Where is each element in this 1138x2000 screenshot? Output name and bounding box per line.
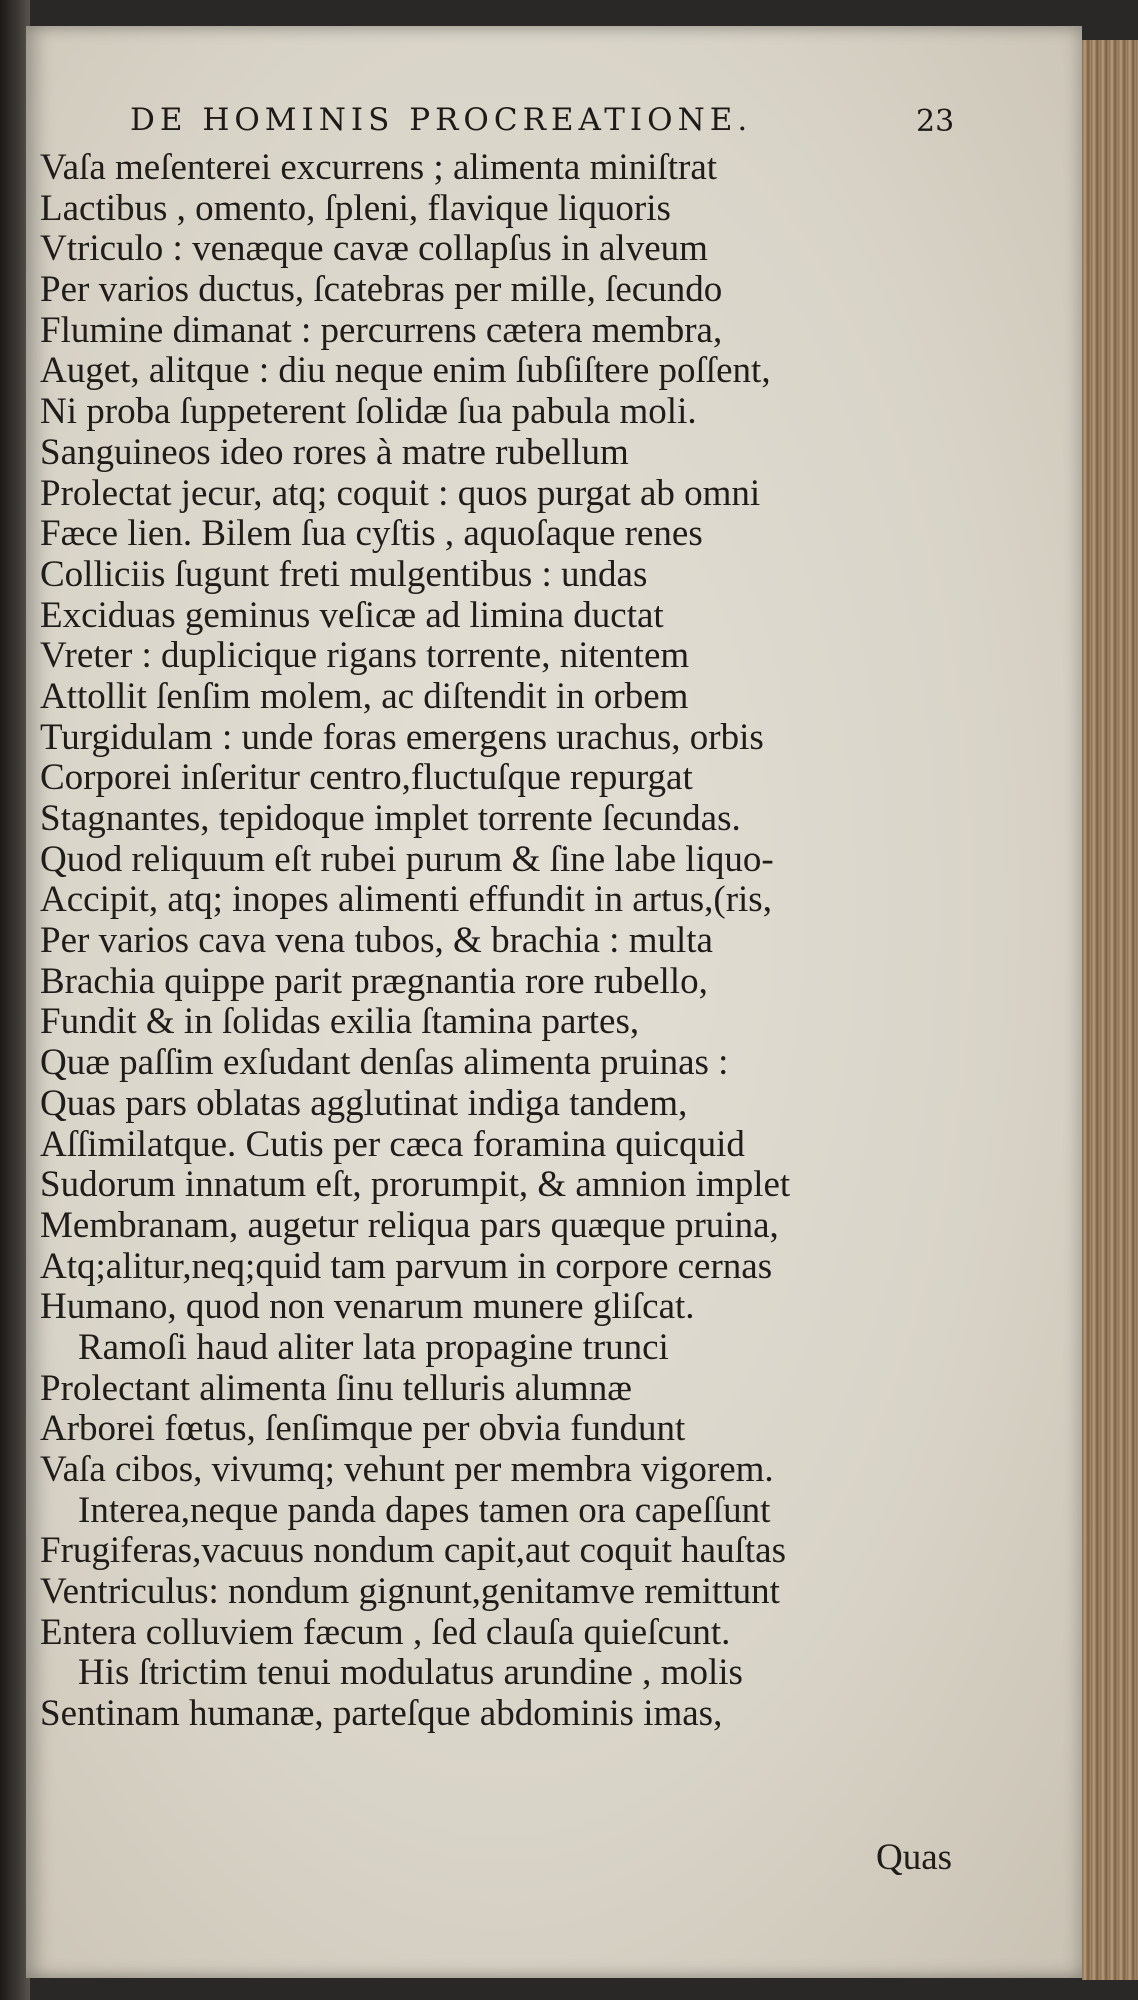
- verse-line: Sudorum innatum eſt, prorumpit, & amnion implet: [40, 1164, 791, 1206]
- verse-line: Vaſa meſenterei excurrens ; alimenta miniſtrat: [40, 147, 718, 188]
- verse-line: Attollit ſenſim molem, ac diſtendit in orbem: [40, 675, 689, 717]
- verse-line: Ramoſi haud aliter lata propagine trunci: [78, 1326, 669, 1368]
- verse-line: Lactibus , omento, ſpleni, flavique liquoris: [40, 187, 671, 229]
- verse-line: Fundit & in ſolidas exilia ſtamina partes,: [40, 1001, 640, 1043]
- verse-line: Quas pars oblatas agglutinat indiga tandem,: [40, 1082, 688, 1124]
- verse-line: Corporei inſeritur centro,fluctuſque repurgat: [40, 757, 693, 799]
- verse-line: Sanguineos ideo rores à matre rubellum: [40, 431, 629, 473]
- verse-line: Aſſimilatque. Cutis per cæca foramina quicquid: [40, 1123, 745, 1165]
- verse-line: Prolectat jecur, atq; coquit : quos purgat ab omni: [40, 472, 761, 514]
- verse-line: Per varios ductus, ſcatebras per mille, ſecundo: [40, 269, 723, 311]
- verse-line: Membranam, augetur reliqua pars quæque pruina,: [40, 1204, 779, 1246]
- verse-line: Atq;alitur,neq;quid tam parvum in corpore cernas: [40, 1245, 773, 1287]
- verse-line: Frugiferas,vacuus nondum capit,aut coquit hauſtas: [40, 1530, 786, 1572]
- verse-line: Vaſa cibos, vivumq; vehunt per membra vigorem.: [40, 1449, 774, 1490]
- catchword: Quas: [876, 1837, 953, 1878]
- verse-line: Turgidulam : unde foras emergens urachus, orbis: [40, 716, 764, 758]
- verse-line: Vreter : duplicique rigans torrente, nitentem: [40, 635, 690, 677]
- verse-line: Entera colluviem fæcum , ſed clauſa quieſcunt.: [40, 1611, 731, 1653]
- page-number: 23: [916, 104, 955, 139]
- book-page: [26, 26, 1082, 1978]
- verse-line: Stagnantes, tepidoque implet torrente ſecundas.: [40, 798, 741, 839]
- verse-line: His ſtrictim tenui modulatus arundine , molis: [78, 1652, 743, 1694]
- verse-line: Ventriculus: nondum gignunt,genitamve remittunt: [40, 1571, 780, 1613]
- verse-line: Humano, quod non venarum munere gliſcat.: [40, 1286, 695, 1328]
- running-title: DE HOMINIS PROCREATIONE.: [130, 102, 753, 138]
- verse-line: Quæ paſſim exſudant denſas alimenta pruinas :: [40, 1042, 729, 1084]
- verse-line: Accipit, atq; inopes alimenti effundit in artus,(ris,: [40, 879, 772, 921]
- verse-line: Sentinam humanæ, parteſque abdominis imas,: [40, 1693, 723, 1735]
- verse-line: Flumine dimanat : percurrens cætera membra,: [40, 309, 723, 351]
- verse-line: Fæce lien. Bilem ſua cyſtis , aquoſaque renes: [40, 513, 703, 555]
- verse-line: Arborei fœtus, ſenſimque per obvia fundunt: [40, 1408, 686, 1450]
- page-edges: [1082, 40, 1138, 1980]
- verse-line: Interea,neque panda dapes tamen ora capeſſunt: [78, 1489, 771, 1531]
- verse-line: Prolectant alimenta ſinu telluris alumnæ: [40, 1367, 632, 1409]
- verse-text: [40, 148, 1000, 1735]
- verse-line: Colliciis ſugunt freti mulgentibus : undas: [40, 553, 648, 595]
- verse-line: Exciduas geminus veſicæ ad limina ductat: [40, 594, 664, 636]
- verse-line: Per varios cava vena tubos, & brachia : multa: [40, 920, 713, 962]
- verse-line: Auget, alitque : diu neque enim ſubſiſtere poſſent,: [40, 350, 771, 392]
- verse-line: Vtriculo : venæque cavæ collapſus in alveum: [40, 228, 708, 270]
- verse-line: Ni proba ſuppeterent ſolidæ ſua pabula moli.: [40, 391, 697, 433]
- verse-line: Brachia quippe parit prægnantia rore rubello,: [40, 960, 708, 1002]
- verse-line: Quod reliquum eſt rubei purum & ſine labe liquo-: [40, 838, 774, 880]
